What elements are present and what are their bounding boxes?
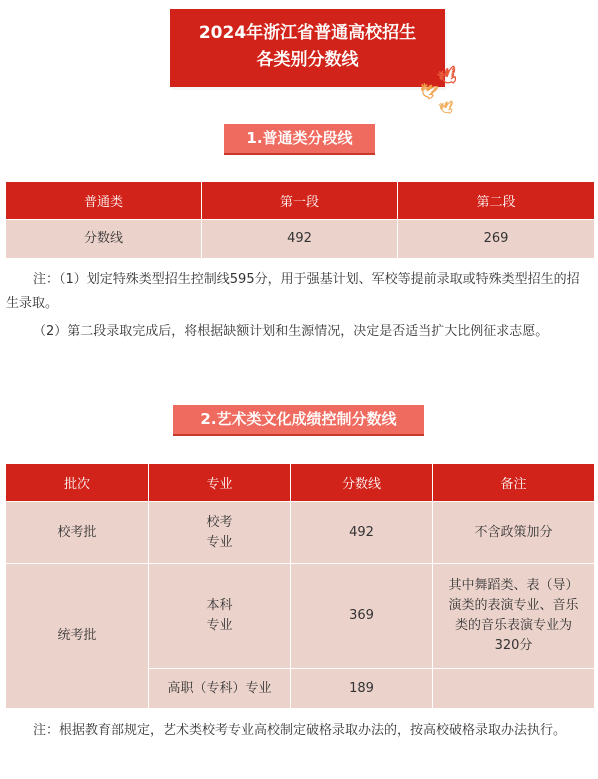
table-cell: 492	[291, 502, 433, 564]
major-line: 本科	[206, 598, 233, 613]
table-cell: 校考批	[6, 502, 149, 564]
table-cell: 统考批	[6, 564, 149, 709]
banner-line-1: 2024年浙江省普通高校招生	[198, 23, 417, 43]
table-header-row	[6, 182, 595, 220]
table-header-cell: 第一段	[202, 182, 398, 220]
table-header-cell: 备注	[433, 464, 595, 502]
table-row	[6, 220, 595, 259]
note-paragraph: （2）第二段录取完成后，将根据缺额计划和生源情况，决定是否适当扩大比例征求志愿。	[33, 324, 549, 339]
table-cell: 不含政策加分	[433, 502, 595, 564]
table-cell: 其中舞蹈类、表（导）演类的表演专业、音乐类的音乐表演专业为320分	[433, 564, 595, 669]
table-row	[6, 502, 595, 564]
note-paragraph: 注：根据教育部规定，艺术类校考专业高校制定破格录取办法的，按高校破格录取办法执行。	[33, 723, 567, 738]
note-paragraph: 注：（1）划定特殊类型招生控制线595分，用于强基计划、军校等提前录取或特殊类型招生的招生录取。	[6, 272, 580, 311]
table-cell	[433, 669, 595, 709]
major-line: 校考	[206, 514, 233, 530]
bird-decoration-icon: 🕊	[417, 81, 439, 103]
title-banner	[170, 9, 461, 117]
table-header-row	[6, 464, 595, 502]
table-row	[6, 564, 595, 669]
table-cell: 269	[398, 220, 595, 259]
table-cell: 高职（专科）专业	[149, 669, 291, 709]
table-header-cell: 普通类	[6, 182, 202, 220]
art-score-table	[5, 463, 595, 709]
table-cell: 189	[291, 669, 433, 709]
bird-decoration-icon: 🕊	[435, 64, 461, 89]
table-cell	[149, 564, 291, 669]
table-header-cell: 批次	[6, 464, 149, 502]
table-cell: 492	[202, 220, 398, 259]
table-header-cell: 分数线	[291, 464, 433, 502]
table-cell	[149, 502, 291, 564]
general-score-table	[5, 181, 595, 259]
table-header-cell: 专业	[149, 464, 291, 502]
section-title-general: 1.普通类分段线	[224, 124, 375, 153]
table-cell: 分数线	[6, 220, 202, 259]
major-line: 专业	[206, 618, 233, 633]
banner-line-2: 各类别分数线	[256, 50, 359, 70]
bird-decoration-icon: 🕊	[437, 99, 456, 117]
table-header-cell: 第二段	[398, 182, 595, 220]
section-title-art: 2.艺术类文化成绩控制分数线	[173, 405, 424, 434]
major-line: 专业	[206, 534, 233, 550]
table-cell: 369	[291, 564, 433, 669]
